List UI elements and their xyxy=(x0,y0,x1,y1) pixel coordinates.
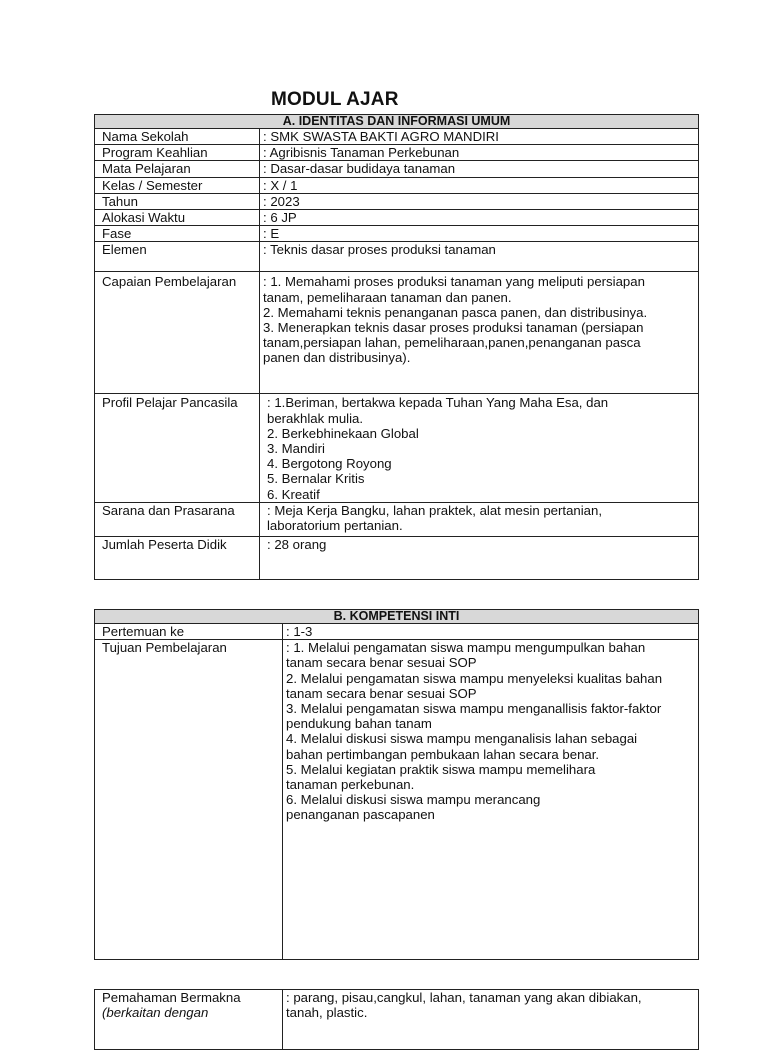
pemahaman-line: tanah, plastic. xyxy=(286,1005,368,1021)
profil-line: 5. Bernalar Kritis xyxy=(267,471,365,487)
document-title: MODUL AJAR xyxy=(271,89,399,110)
kompetensi-table xyxy=(94,609,699,960)
row-label: Program Keahlian xyxy=(95,145,260,161)
row-value: : Dasar-dasar budidaya tanaman xyxy=(260,161,699,177)
profil-line: 6. Kreatif xyxy=(267,486,320,502)
tujuan-line: 6. Melalui diskusi siswa mampu merancang xyxy=(286,792,541,808)
profil-line: 2. Berkebhinekaan Global xyxy=(267,425,419,441)
tujuan-line: bahan pertimbangan pembukaan lahan secara benar. xyxy=(286,746,600,762)
row-value: : Agribisnis Tanaman Perkebunan xyxy=(260,145,699,161)
table-row xyxy=(95,272,699,394)
table-row xyxy=(95,242,699,272)
capaian-value xyxy=(260,272,699,394)
table-row xyxy=(95,145,699,161)
pemahaman-label-cell xyxy=(95,990,283,1050)
capaian-line: tanam,persiapan lahan, pemeliharaan,panen,penanganan pasca xyxy=(263,335,641,351)
capaian-line: panen dan distribusinya). xyxy=(263,350,411,366)
tujuan-line: pendukung bahan tanam xyxy=(286,716,432,732)
row-value: : X / 1 xyxy=(260,177,699,193)
profil-line: berakhlak mulia. xyxy=(267,410,364,426)
pemahaman-value xyxy=(283,990,699,1050)
table-row xyxy=(95,129,699,145)
capaian-line: 3. Menerapkan teknis dasar proses produksi tanaman (persiapan xyxy=(263,320,644,336)
table-row xyxy=(95,640,699,960)
profil-line: 3. Mandiri xyxy=(267,441,325,457)
row-label: Tahun xyxy=(95,193,260,209)
identitas-table xyxy=(94,114,699,580)
pertemuan-label: Pertemuan ke xyxy=(95,624,283,640)
row-value: : 6 JP xyxy=(260,210,699,226)
tujuan-line: tanam secara benar sesuai SOP xyxy=(286,685,477,701)
row-value: : E xyxy=(260,226,699,242)
capaian-line: 2. Memahami teknis penanganan pasca panen, dan distribusinya. xyxy=(263,304,648,320)
table-row xyxy=(95,394,699,502)
table-row xyxy=(95,502,699,536)
profil-label: Profil Pelajar Pancasila xyxy=(95,394,260,502)
table-row xyxy=(95,624,699,640)
tujuan-label: Tujuan Pembelajaran xyxy=(95,640,283,960)
table-row xyxy=(95,210,699,226)
row-label: Mata Pelajaran xyxy=(95,161,260,177)
row-value: : Teknis dasar proses produksi tanaman xyxy=(260,242,699,272)
pemahaman-table xyxy=(94,989,699,1050)
profil-value xyxy=(260,394,699,502)
sarana-line: laboratorium pertanian. xyxy=(267,518,403,534)
row-value: : SMK SWASTA BAKTI AGRO MANDIRI xyxy=(260,129,699,145)
tujuan-line: 5. Melalui kegiatan praktik siswa mampu memelihara xyxy=(286,761,596,777)
pemahaman-label-sub: (berkaitan dengan xyxy=(102,1005,209,1021)
capaian-label: Capaian Pembelajaran xyxy=(95,272,260,394)
tujuan-line: 2. Melalui pengamatan siswa mampu menyeleksi kualitas bahan xyxy=(286,670,663,686)
section-a-heading: A. IDENTITAS DAN INFORMASI UMUM xyxy=(95,115,699,129)
table-row xyxy=(95,193,699,209)
tujuan-line: 4. Melalui diskusi siswa mampu menganalisis lahan sebagai xyxy=(286,731,638,747)
row-label: Fase xyxy=(95,226,260,242)
profil-line: : 1.Beriman, bertakwa kepada Tuhan Yang Maha Esa, dan xyxy=(267,395,609,411)
table-row xyxy=(95,226,699,242)
profil-line: 4. Bergotong Royong xyxy=(267,456,392,472)
capaian-line: tanam, pemeliharaan tanaman dan panen. xyxy=(263,289,512,305)
tujuan-line: : 1. Melalui pengamatan siswa mampu mengumpulkan bahan xyxy=(286,640,646,656)
sarana-value xyxy=(260,502,699,536)
tujuan-line: 3. Melalui pengamatan siswa mampu menganallisis faktor-faktor xyxy=(286,701,662,717)
capaian-line: : 1. Memahami proses produksi tanaman yang meliputi persiapan xyxy=(263,274,645,290)
table-row xyxy=(95,177,699,193)
tujuan-line: tanam secara benar sesuai SOP xyxy=(286,655,477,671)
table-row xyxy=(95,536,699,579)
sarana-label: Sarana dan Prasarana xyxy=(95,502,260,536)
table-row xyxy=(95,161,699,177)
row-label: Nama Sekolah xyxy=(95,129,260,145)
row-value: : 2023 xyxy=(260,193,699,209)
jumlah-value: : 28 orang xyxy=(260,536,699,579)
sarana-line: : Meja Kerja Bangku, lahan praktek, alat mesin pertanian, xyxy=(267,502,603,518)
pemahaman-label: Pemahaman Bermakna xyxy=(102,990,241,1005)
section-b-heading: B. KOMPETENSI INTI xyxy=(95,610,699,624)
pertemuan-value: : 1-3 xyxy=(283,624,699,640)
tujuan-line: penanganan pascapanen xyxy=(286,807,435,823)
pemahaman-line: : parang, pisau,cangkul, lahan, tanaman yang akan dibiakan, xyxy=(286,990,642,1005)
row-label: Elemen xyxy=(95,242,260,272)
tujuan-value xyxy=(283,640,699,960)
row-label: Alokasi Waktu xyxy=(95,210,260,226)
tujuan-line: tanaman perkebunan. xyxy=(286,777,415,793)
table-row xyxy=(95,990,699,1050)
row-label: Kelas / Semester xyxy=(95,177,260,193)
jumlah-label: Jumlah Peserta Didik xyxy=(95,536,260,579)
